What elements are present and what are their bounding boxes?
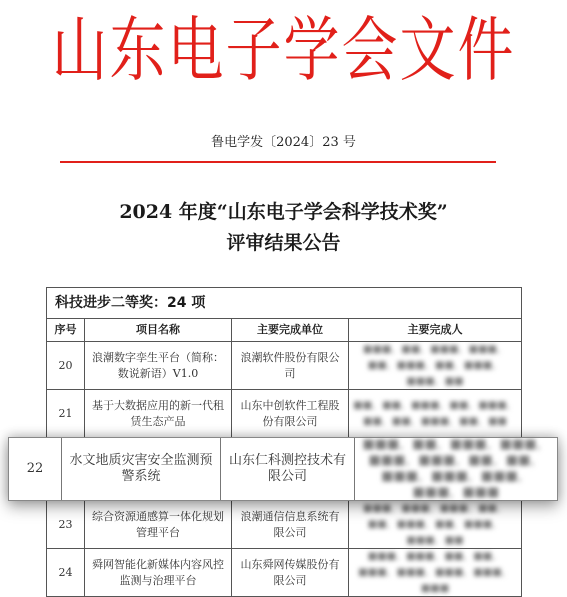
table-header-row [47, 319, 521, 342]
row-number: 23 [47, 501, 85, 548]
col-header-project: 项目名称 [85, 319, 232, 341]
completion-people: ■■■，■■■，■■，■■，■■■，■■■，■■■，■■■，■■■ [358, 550, 512, 594]
row-number: 20 [47, 342, 85, 389]
row-number: 21 [47, 390, 85, 437]
table-row [47, 390, 521, 438]
table-row [47, 501, 521, 549]
document-number: 鲁电学发〔2024〕23 号 [211, 135, 356, 150]
col-header-no: 序号 [47, 319, 85, 341]
project-name: 水文地质灾害安全监测预警系统 [62, 438, 221, 500]
completion-unit: 浪潮通信信息系统有限公司 [232, 501, 349, 548]
completion-people: ■■■，■■，■■■，■■■，■■，■■■，■■，■■■，■■■，■■ [363, 343, 507, 387]
project-name: 舜网智能化新媒体内容风控监测与治理平台 [85, 549, 232, 596]
table-row [47, 549, 521, 597]
notice-title: 2024 年度“山东电子学会科学技术奖” [119, 201, 448, 223]
red-divider [60, 161, 496, 163]
completion-unit: 山东舜网传媒股份有限公司 [232, 549, 349, 596]
project-name: 浪潮数字孪生平台（简称：数说新语）V1.0 [85, 342, 232, 389]
project-name: 基于大数据应用的新一代租赁生态产品 [85, 390, 232, 437]
completion-people: ■■，■■，■■■，■■，■■■，■■，■■，■■■，■■，■■ [353, 399, 517, 427]
notice-subtitle: 评审结果公告 [226, 232, 341, 254]
row-number: 22 [9, 438, 62, 500]
col-header-unit: 主要完成单位 [232, 319, 349, 341]
completion-unit: 浪潮软件股份有限公司 [232, 342, 349, 389]
project-name: 综合资源通感算一体化规划管理平台 [85, 501, 232, 548]
row-number: 24 [47, 549, 85, 596]
highlighted-row [8, 437, 558, 501]
col-header-people: 主要完成人 [407, 323, 463, 336]
completion-people: ■■■，■■，■■■，■■■，■■■，■■■，■■，■■，■■■，■■■，■■■，■■■，■■■ [362, 437, 550, 500]
award-section-heading: 科技进步二等奖：24 项 [47, 288, 521, 319]
completion-unit: 山东仁科测控技术有限公司 [221, 438, 355, 500]
completion-unit: 山东中创软件工程股份有限公司 [232, 390, 349, 437]
document-header-title: 山东电子学会文件 [51, 10, 516, 92]
completion-people: ■■■，■■■，■■■，■■，■■，■■■，■■，■■■，■■■，■■ [363, 502, 507, 546]
table-row [47, 342, 521, 390]
